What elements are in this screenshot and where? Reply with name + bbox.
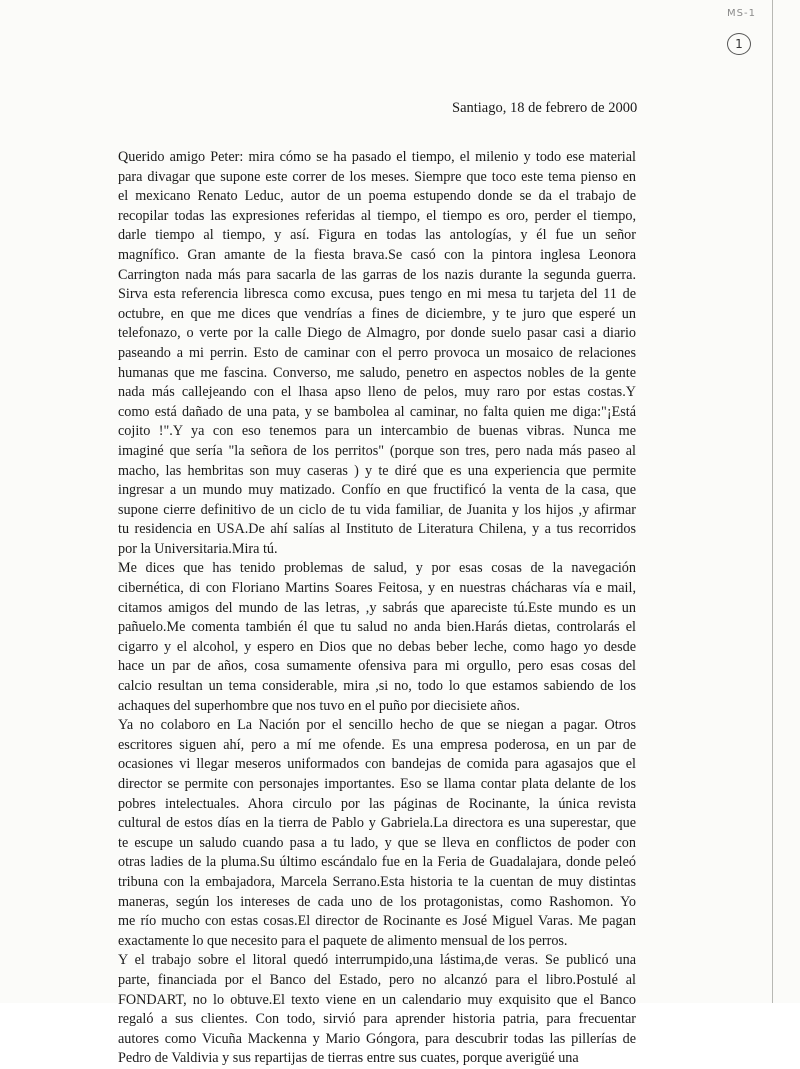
- text-line: pobres intelectuales. Ahora circulo por las páginas de Rocinante, la única revista: [118, 795, 636, 812]
- text-line: Pedro de Valdivia y sus repartijas de tierras entre sus cuates, porque averigüé una: [118, 1050, 579, 1067]
- text-line: cojito !".Y ya con eso tenemos para un intercambio de buenas vibras. Nunca me: [118, 423, 636, 440]
- letter-paragraph: [118, 951, 636, 1069]
- text-line: Querido amigo Peter: mira cómo se ha pasado el tiempo, el milenio y todo ese material: [118, 149, 636, 165]
- letter-paragraph: [118, 559, 636, 716]
- text-line: darle tiempo al tiempo, y así. Figura en todas las antologías, y él fue un señor: [118, 227, 636, 244]
- text-line: cibernética, di con Floriano Martins Soares Feitosa, y en nuestras chácharas vía e mail,: [118, 580, 636, 597]
- text-line: macho, las hembritas son muy caseras ) y te diré que es una experiencia que permite: [118, 462, 636, 479]
- text-line: el mexicano Renato Leduc, autor de un poema estupendo donde se da el trabajo de: [118, 188, 636, 205]
- text-line: pañuelo.Me comenta también él que tu salud no anda bien.Harás dietas, controlarás el: [118, 619, 636, 636]
- text-line: hace un par de años, cosa sumamente ofensiva para mi orgullo, pero esas cosas del: [118, 658, 636, 675]
- text-line: imaginé que sería "la señora de los perritos" (porque son tres, pero nada más paseo al: [118, 442, 636, 459]
- text-line: como está dañado de una pata, y se bambolea al caminar, no falta quien me diga:"¡Está: [118, 403, 636, 420]
- letter-body: [118, 148, 636, 1069]
- text-line: nada más callejeando con el lhasa apso lleno de pelos, muy raro por estas costas.Y: [118, 384, 636, 401]
- text-line: Me dices que has tenido problemas de salud, y por esas cosas de la navegación: [118, 560, 636, 577]
- text-line: autores como Vicuña Mackenna y Mario Góngora, para descubrir todas las pillerías de: [118, 1030, 636, 1047]
- archive-code: MS-1: [727, 8, 756, 19]
- text-line: para divagar que supone este correr de los meses. Siempre que toco este tema pienso en: [118, 168, 636, 185]
- text-line: por la Universitaria.Mira tú.: [118, 540, 278, 557]
- text-line: Sirva esta referencia libresca como excusa, pues tengo en mi mesa tu tarjeta del 11 de: [118, 286, 636, 303]
- text-line: Y el trabajo sobre el litoral quedó interrumpido,una lástima,de veras. Se publicó una: [118, 952, 636, 969]
- text-line: me río mucho con estas cosas.El director de Rocinante es José Miguel Varas. Me pagan: [118, 913, 636, 930]
- text-line: otras ladies de la pluma.Su último escándalo fue en la Feria de Guadalajara, donde peleó: [118, 854, 636, 871]
- dateline: Santiago, 18 de febrero de 2000: [452, 100, 638, 116]
- text-line: magnífico. Gran amante de la fiesta brava.Se casó con la pintora inglesa Leonora: [118, 246, 636, 263]
- text-line: paseando a mi perrin. Esto de caminar con el perro provoca un mosaico de relaciones: [118, 344, 636, 361]
- text-line: tu residencia en USA.De ahí salías al Instituto de Literatura Chilena, y a tus recorridos: [118, 521, 636, 538]
- text-line: octubre, en que me dices que vendrías a fines de diciembre, y te juro que esperé un: [118, 305, 636, 322]
- text-line: recopilar todas las expresiones referidas al tiempo, el tiempo es oro, perder el tiempo,: [118, 207, 636, 224]
- text-line: ingresar a un mundo muy matizado. Confío en que fructificó la venta de la casa, que: [118, 482, 636, 499]
- page-edge: [772, 0, 773, 1003]
- text-line: tribuna con la embajadora, Marcela Serrano.Esta historia te la cuentan de muy distintas: [118, 873, 636, 890]
- letter-paragraph: [118, 716, 636, 951]
- text-line: te escupe un saludo cuando pasa a tu lado, y que se lleva en conflictos de poder con: [118, 834, 636, 851]
- text-line: cigarro y el alcohol, y espero en Dios que no debas beber leche, como hago yo desde: [118, 638, 636, 655]
- text-line: escritores siguen ahí, pero a mí me ofende. Es una empresa poderosa, en un par de: [118, 736, 636, 753]
- text-line: exactamente lo que necesito para el paquete de alimento mensual de los perros.: [118, 932, 568, 949]
- text-line: maneras, según los intereses de cada uno de los protagonistas, como Rashomon. Yo: [118, 893, 636, 910]
- text-line: citamos amigos del mundo de las letras, ,y sabrás que apareciste tú.Este mundo es un: [118, 599, 636, 616]
- text-line: telefonazo, o verte por la calle Diego de Almagro, por donde suelo pasar casi a diario: [118, 325, 636, 342]
- letter-paragraph: [118, 148, 636, 559]
- text-line: parte, financiada por el Banco del Estado, pero no alcanzó para el libro.Postulé al: [118, 971, 636, 988]
- text-line: cultural de estos días en la tierra de Pablo y Gabriela.La directora es una superestar, que: [118, 815, 636, 832]
- text-line: Carrington nada más para sacarla de las garras de los nazis durante la segunda guerra.: [118, 266, 636, 283]
- text-line: FONDART, no lo obtuve.El texto viene en un calendario muy exquisito que el Banco: [118, 991, 636, 1008]
- text-line: director se permite con personajes importantes. Eso se llama contar plata delante de los: [118, 776, 636, 792]
- text-line: calcio resultan un tema considerable, mira ,si no, todo lo que estamos sabiendo de los: [118, 678, 636, 695]
- page-number-circled: 1: [727, 33, 751, 55]
- text-line: supone cierre definitivo de un ciclo de tu vida familiar, de Juanita y los hijos ,y afirmar: [118, 501, 636, 518]
- text-line: Ya no colaboro en La Nación por el sencillo hecho de que se niegan a pagar. Otros: [118, 717, 636, 734]
- text-line: achaques del superhombre que nos tuvo en el puño por diecisiete años.: [118, 697, 520, 714]
- text-line: regaló a sus clientes. Con todo, sirvió para aprender historia patria, para frecuentar: [118, 1011, 636, 1028]
- text-line: ocasiones vi llegar meseros uniformados con bandejas de comida para agasajos que el: [118, 756, 636, 773]
- text-line: humanas que me fascina. Converso, me saludo, penetro en aspectos nobles de la gente: [118, 364, 636, 381]
